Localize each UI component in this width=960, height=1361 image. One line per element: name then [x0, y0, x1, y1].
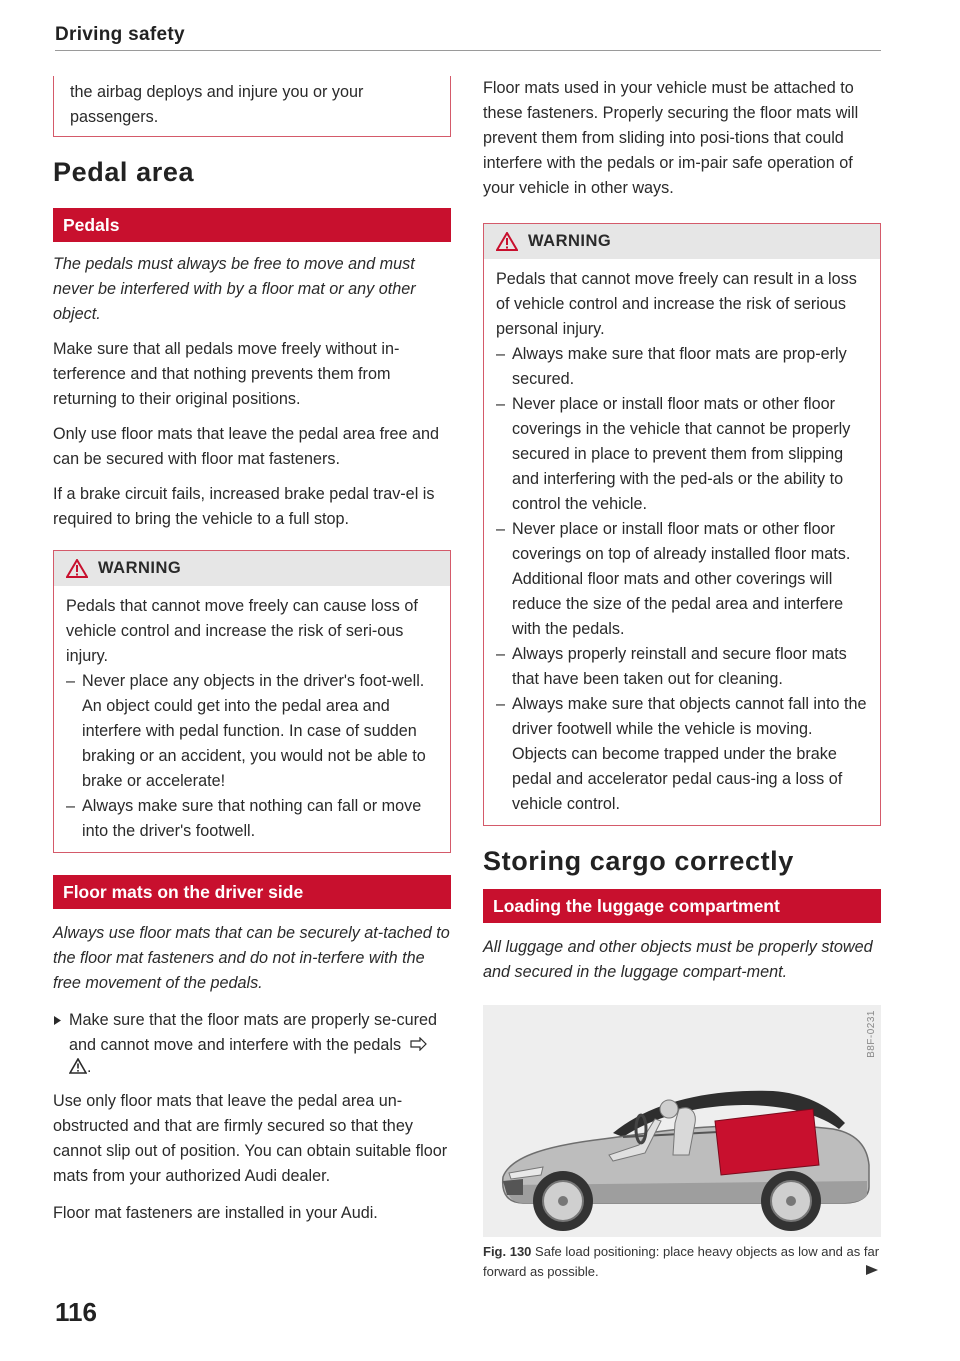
warning-label: WARNING [98, 559, 182, 577]
right-column [483, 76, 881, 985]
left-column [53, 76, 451, 1226]
subsection-bar-pedals: Pedals [53, 208, 451, 242]
warning-box-pedals [53, 550, 451, 853]
pedals-paragraph-1: Make sure that all pedals move freely without in-terference and that nothing prevents them from returning to their original positions. [53, 340, 400, 408]
warning-box-floor-mats [483, 223, 881, 826]
pedals-paragraph-3: If a brake circuit fails, increased brake pedal trav-el is required to bring the vehicle to a full stop. [53, 485, 435, 528]
continued-warning-box [53, 76, 451, 137]
figure-code: B8F-0231 [866, 1010, 877, 1058]
loading-intro: All luggage and other objects must be properly stowed and secured in the luggage compart-ment. [483, 938, 873, 981]
warning-text: Pedals that cannot move freely can cause loss of vehicle control and increase the risk of seri-ous injury. [66, 597, 418, 665]
caption-text: Safe load positioning: place heavy objects as low and as far forward as possible. [483, 1244, 880, 1279]
car-illustration [483, 1005, 881, 1237]
pedals-paragraph-2: Only use floor mats that leave the pedal area free and can be secured with floor mat fasteners. [53, 425, 440, 468]
floor-mats-paragraph-1: Use only floor mats that leave the pedal area un-obstructed and that are firmly secured so that they cannot slip out of position. You can obtain suitable floor mats from your authorized Audi dealer. [53, 1092, 448, 1185]
warning-list-item: – Always make sure that nothing can fall or move into the driver's footwell. [66, 794, 438, 844]
subsection-bar-loading-luggage: Loading the luggage compartment [483, 889, 881, 923]
warning-list-item: – Always make sure that floor mats are prop-erly secured. [496, 342, 868, 392]
warning-header [54, 551, 450, 586]
warning-list-item: – Always make sure that objects cannot fall into the driver footwell while the vehicle is moving. Objects can become trapped under the brake pedal and accelerator pedal caus-ing a loss of vehicle control. [496, 692, 868, 817]
section-title-pedal-area: Pedal area [53, 157, 195, 187]
warning-list-item: – Never place any objects in the driver's foot-well. An object could get into the pedal area and interfere with pedal function. In case of sudden braking or an accident, you would not be able to brake or accelerate! [66, 669, 438, 794]
warning-list-item: – Always properly reinstall and secure floor mats that have been taken out for cleaning. [496, 642, 868, 692]
floor-mats-intro: Always use floor mats that can be securely at-tached to the floor mat fasteners and do not in-terfere with the free movement of the pedals. [53, 924, 450, 992]
floor-mats-paragraph-2: Floor mat fasteners are installed in your Audi. [53, 1204, 378, 1222]
action-arrow-icon [53, 1008, 63, 1033]
continue-arrow-icon [865, 1264, 879, 1276]
running-header: Driving safety [55, 24, 185, 45]
action-text: Make sure that the floor mats are properly se-cured and cannot move and interfere with the pedals [69, 1011, 437, 1054]
warning-text: Pedals that cannot move freely can result in a loss of vehicle control and increase the risk of serious personal injury. [496, 270, 857, 338]
warning-triangle-icon [66, 559, 88, 578]
warning-list-item: – Never place or install floor mats or other floor coverings in the vehicle that cannot be properly secured in place to prevent them from slipping and interfering with the ped-als or the ability to control the vehicle. [496, 392, 868, 517]
warning-triangle-icon [69, 1058, 87, 1074]
caption-label: Fig. 130 [483, 1244, 532, 1259]
warning-header [484, 224, 880, 259]
warning-body [484, 259, 880, 825]
figure-car-cargo [483, 1005, 881, 1237]
subsection-bar-floor-mats: Floor mats on the driver side [53, 875, 451, 909]
reference-arrow-icon [410, 1037, 430, 1051]
header-rule [55, 50, 881, 51]
warning-list-item: – Never place or install floor mats or other floor coverings on top of already installed floor mats. Additional floor mats and other coverings will reduce the size of the pedal area and interfere with the pedals. [496, 517, 868, 642]
warning-body [54, 586, 450, 852]
pedals-intro: The pedals must always be free to move and must never be interfered with by a floor mat or any other object. [53, 255, 416, 323]
warning-label: WARNING [528, 232, 612, 250]
action-step: Make sure that the floor mats are properly se-cured and cannot move and interfere with the pedals . [53, 1008, 451, 1077]
page-number: 116 [55, 1297, 97, 1327]
floor-mats-paragraph-3: Floor mats used in your vehicle must be attached to these fasteners. Properly securing the floor mats will prevent them from sliding into posi-tions that could interfere with the pedals or im-pair safe operation of your vehicle in other ways. [483, 79, 859, 197]
continued-warning-text: the airbag deploys and injure you or your passengers. [70, 83, 364, 126]
section-title-storing-cargo: Storing cargo correctly [483, 846, 794, 876]
warning-triangle-icon [496, 232, 518, 251]
figure-caption [483, 1242, 881, 1282]
